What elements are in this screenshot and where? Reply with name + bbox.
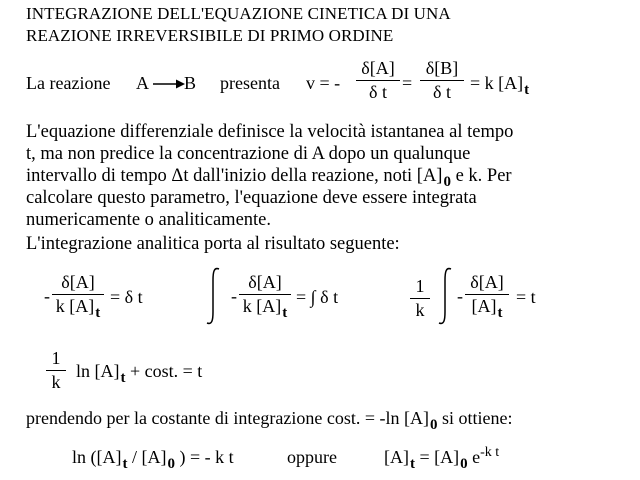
eq2-fraction: δ[A] k $[A]_t$ (239, 272, 291, 319)
paragraph-line-5: numericamente o analiticamente. (26, 210, 272, 230)
rate-fraction-a: δ[A] δ t (356, 58, 400, 103)
paragraph-line-1: L'equazione differenziale definisce la velocità istantanea al tempo (26, 122, 514, 142)
constant-line: prendendo per la costante di integrazione cost. = -ln $[A]_0$ si ottiene: (26, 408, 513, 433)
eq3-fraction: δ[A] $[A]_t$ (465, 272, 509, 319)
integral-sign-icon (435, 266, 455, 326)
title-line-1: INTEGRAZIONE DELL'EQUAZIONE CINETICA DI UNA (26, 4, 451, 23)
paragraph-line-6: L'integrazione analitica porta al risultato seguente: (26, 234, 400, 254)
rate-rhs: = k $[A]_t$ (470, 73, 530, 98)
paragraph-line-4: calcolare questo parametro, l'equazione deve essere integrata (26, 188, 477, 208)
reaction-prefix: La reazione (26, 73, 111, 93)
result-log-form: $\ln ([A]_t / [A]_0$ ) = - k t (72, 447, 234, 472)
reactant: A (136, 73, 149, 93)
result-exp-form: $[A]_t = [A]_0$ $e^{-k t}$ (384, 445, 500, 472)
paragraph-line-3: intervallo di tempo Δt dall'inizio della reazione, noti $[A]_0$ e k. Per (26, 166, 512, 190)
rate-equals: = (402, 73, 413, 93)
result-oppure: oppure (287, 447, 337, 467)
rate-fraction-b: δ[B] δ t (420, 58, 464, 103)
eq4-prefactor: 1 k (46, 348, 66, 393)
rate-v: v = - (306, 73, 341, 93)
product: B (184, 73, 197, 93)
eq1-fraction: δ[A] k $[A]_t$ (52, 272, 104, 319)
title-line-2: REAZIONE IRREVERSIBILE DI PRIMO ORDINE (26, 26, 394, 45)
reaction-arrow-icon (152, 78, 186, 90)
paragraph-line-2: t, ma non predice la concentrazione di A dopo un qualunque (26, 144, 471, 164)
eq3-prefactor: 1 k (410, 276, 430, 321)
integral-sign-icon (203, 266, 223, 326)
reaction-verb: presenta (220, 73, 280, 93)
